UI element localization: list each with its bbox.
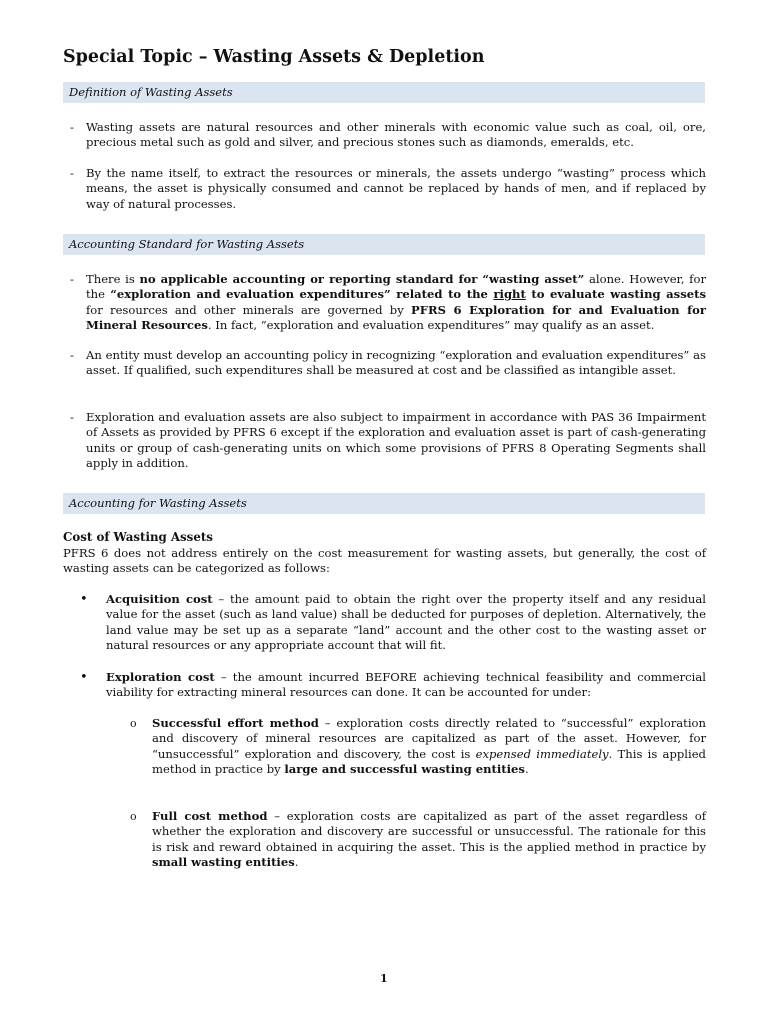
text-run: – the amount incurred BEFORE achieving technical feasibility and commercial viability for extracting mineral resources can done. It can be accounted for under: <box>106 670 706 700</box>
circle-marker: o <box>130 810 137 823</box>
text-run-bold: PFRS 6 Exploration for and Evaluation for Mineral Resources <box>86 302 706 332</box>
list-item <box>70 120 706 151</box>
intro-paragraph: PFRS 6 does not address entirely on the cost measurement for wasting assets, but generally, the cost of wasting assets can be categorized as follows: <box>63 546 706 576</box>
dash-marker: - <box>70 120 74 134</box>
item-text: An entity must develop an accounting policy in recognizing “exploration and evaluation expenditures” as asset. If qualified, such expenditures shall be measured at cost and be classified as intangible asset. <box>86 348 706 378</box>
term-successful-effort: Successful effort method <box>152 716 319 730</box>
term-acquisition-cost: Acquisition cost <box>106 592 213 606</box>
page-number: 1 <box>380 972 388 985</box>
text-run: . <box>524 761 529 776</box>
dash-marker: - <box>70 166 74 180</box>
text-run-underlined: right <box>493 287 526 302</box>
section-header-accounting: Accounting for Wasting Assets <box>63 493 705 514</box>
text-run: . This is applied method in practice by <box>152 746 706 776</box>
dash-marker: - <box>70 348 74 362</box>
list-item <box>70 410 706 471</box>
list-item <box>80 592 706 653</box>
list-item <box>130 716 706 777</box>
term-full-cost: Full cost method <box>152 809 268 823</box>
list-item <box>130 809 706 870</box>
text-run-bold: “exploration and evaluation expenditures” related to the <box>110 287 494 302</box>
text-run: . <box>294 854 299 869</box>
circle-marker: o <box>130 717 137 730</box>
text-run: for resources and other minerals are governed by <box>86 302 411 317</box>
text-run-bold: small wasting entities <box>152 854 295 869</box>
list-item <box>80 670 706 701</box>
item-text: By the name itself, to extract the resources or minerals, the assets undergo “wasting” process which means, the asset is physically consumed and cannot be replaced by hands of men, and if replaced by way of natural processes. <box>86 166 706 211</box>
text-run: . In fact, “exploration and evaluation expenditures” may qualify as an asset. <box>207 317 655 332</box>
text-run: – exploration costs directly related to “successful” exploration and discovery of mineral resources are capitalized as part of the asset. However, for “unsuccessful” exploration and discovery, the cost is <box>152 716 706 761</box>
item-text: Exploration and evaluation assets are also subject to impairment in accordance with PAS 36 Impairment of Assets as provided by PFRS 6 except if the exploration and evaluation asset is part of cash-generating units or group of cash-generating units on which some provisions of PFRS 8 Operating Segments shall apply in addition. <box>86 410 706 470</box>
section-header-definition: Definition of Wasting Assets <box>63 82 705 103</box>
text-run-bold: to evaluate wasting assets <box>525 287 706 302</box>
text-run: There is <box>86 272 140 286</box>
page-title: Special Topic – Wasting Assets & Depletion <box>63 47 485 67</box>
list-item <box>70 348 706 379</box>
item-text: Wasting assets are natural resources and other minerals with economic value such as coal, oil, ore, precious metal such as gold and silver, and precious stones such as diamonds, emeralds, etc. <box>86 120 706 150</box>
term-exploration-cost: Exploration cost <box>106 670 215 684</box>
text-run-italic: expensed immediately <box>475 746 609 761</box>
text-run: – the amount paid to obtain the right over the property itself and any residual value for the asset (such as land value) shall be deducted for purposes of depletion. Alternatively, the land value may be set up as a separate “land” account and the other cost to the wasting asset or natural resources or any appropriate account that will fit. <box>106 592 706 652</box>
list-item <box>70 166 706 212</box>
subheading-cost: Cost of Wasting Assets <box>63 530 213 544</box>
list-item <box>70 272 706 333</box>
text-run: – exploration costs are capitalized as part of the asset regardless of whether the exploration and discovery are successful or unsuccessful. The rationale for this is risk and reward obtained in acquiring the asset. This is the applied method in practice by <box>152 809 706 854</box>
section-header-standard: Accounting Standard for Wasting Assets <box>63 234 705 255</box>
text-run-bold: large and successful wasting entities <box>284 761 525 776</box>
bullet-marker: • <box>80 670 88 685</box>
bullet-marker: • <box>80 592 88 607</box>
dash-marker: - <box>70 410 74 424</box>
text-run: alone. However, for the <box>86 272 706 302</box>
dash-marker: - <box>70 272 74 286</box>
text-run-bold: no applicable accounting or reporting standard for “wasting asset” <box>139 272 585 286</box>
